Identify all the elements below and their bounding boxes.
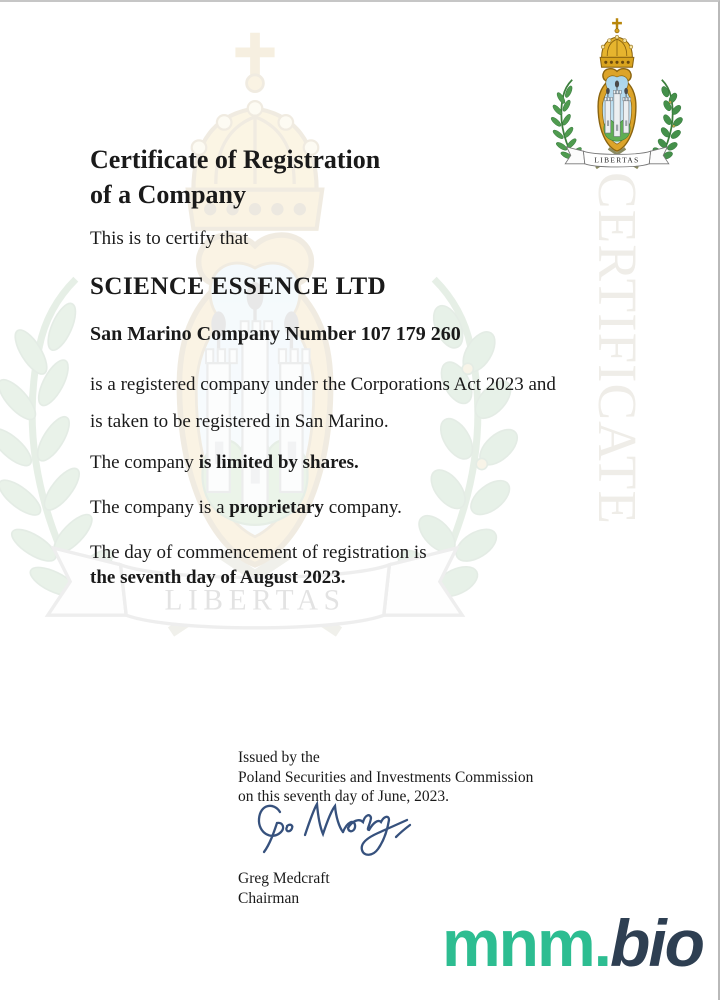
issuer-line-3: on this seventh day of June, 2023. (238, 788, 449, 805)
proprietary-suffix: company. (323, 497, 402, 518)
signer-title: Chairman (238, 889, 300, 907)
signer-block (238, 869, 330, 908)
signature-image (250, 792, 440, 872)
issuer-line-2: Poland Securities and Investments Commission (238, 768, 534, 786)
logo-secondary: bio (610, 906, 703, 980)
page-title (90, 142, 380, 212)
shares-statement-prefix: The company (90, 452, 199, 473)
proprietary-statement (90, 497, 402, 519)
title-line-1: Certificate of Registration (90, 145, 381, 174)
title-line-2: of a Company (90, 180, 247, 209)
commencement-date: the seventh day of August 2023. (90, 567, 346, 588)
intro-text: This is to certify that (90, 228, 249, 249)
company-number: San Marino Company Number 107 179 260 (90, 323, 461, 345)
proprietary-bold: proprietary (229, 497, 324, 518)
shares-statement (90, 452, 359, 474)
proprietary-prefix: The company is a (90, 497, 230, 518)
commencement-statement (90, 540, 427, 590)
logo-primary: mnm. (442, 906, 611, 980)
signer-name: Greg Medcraft (238, 870, 330, 887)
mnm-bio-logo (442, 908, 703, 978)
certificate-watermark-text: CERTIFICATE (587, 172, 648, 525)
registration-line-1: is a registered company under the Corporations Act 2023 and (90, 374, 556, 395)
company-name: SCIENCE ESSENCE LTD (90, 273, 387, 300)
san-marino-coat-of-arms (547, 14, 687, 175)
shares-statement-bold: is limited by shares. (198, 452, 359, 473)
registration-statement (90, 366, 556, 440)
registration-line-2: is taken to be registered in San Marino. (90, 411, 389, 432)
issuer-line-1: Issued by the (238, 749, 320, 766)
commencement-line: The day of commencement of registration is (90, 542, 427, 563)
